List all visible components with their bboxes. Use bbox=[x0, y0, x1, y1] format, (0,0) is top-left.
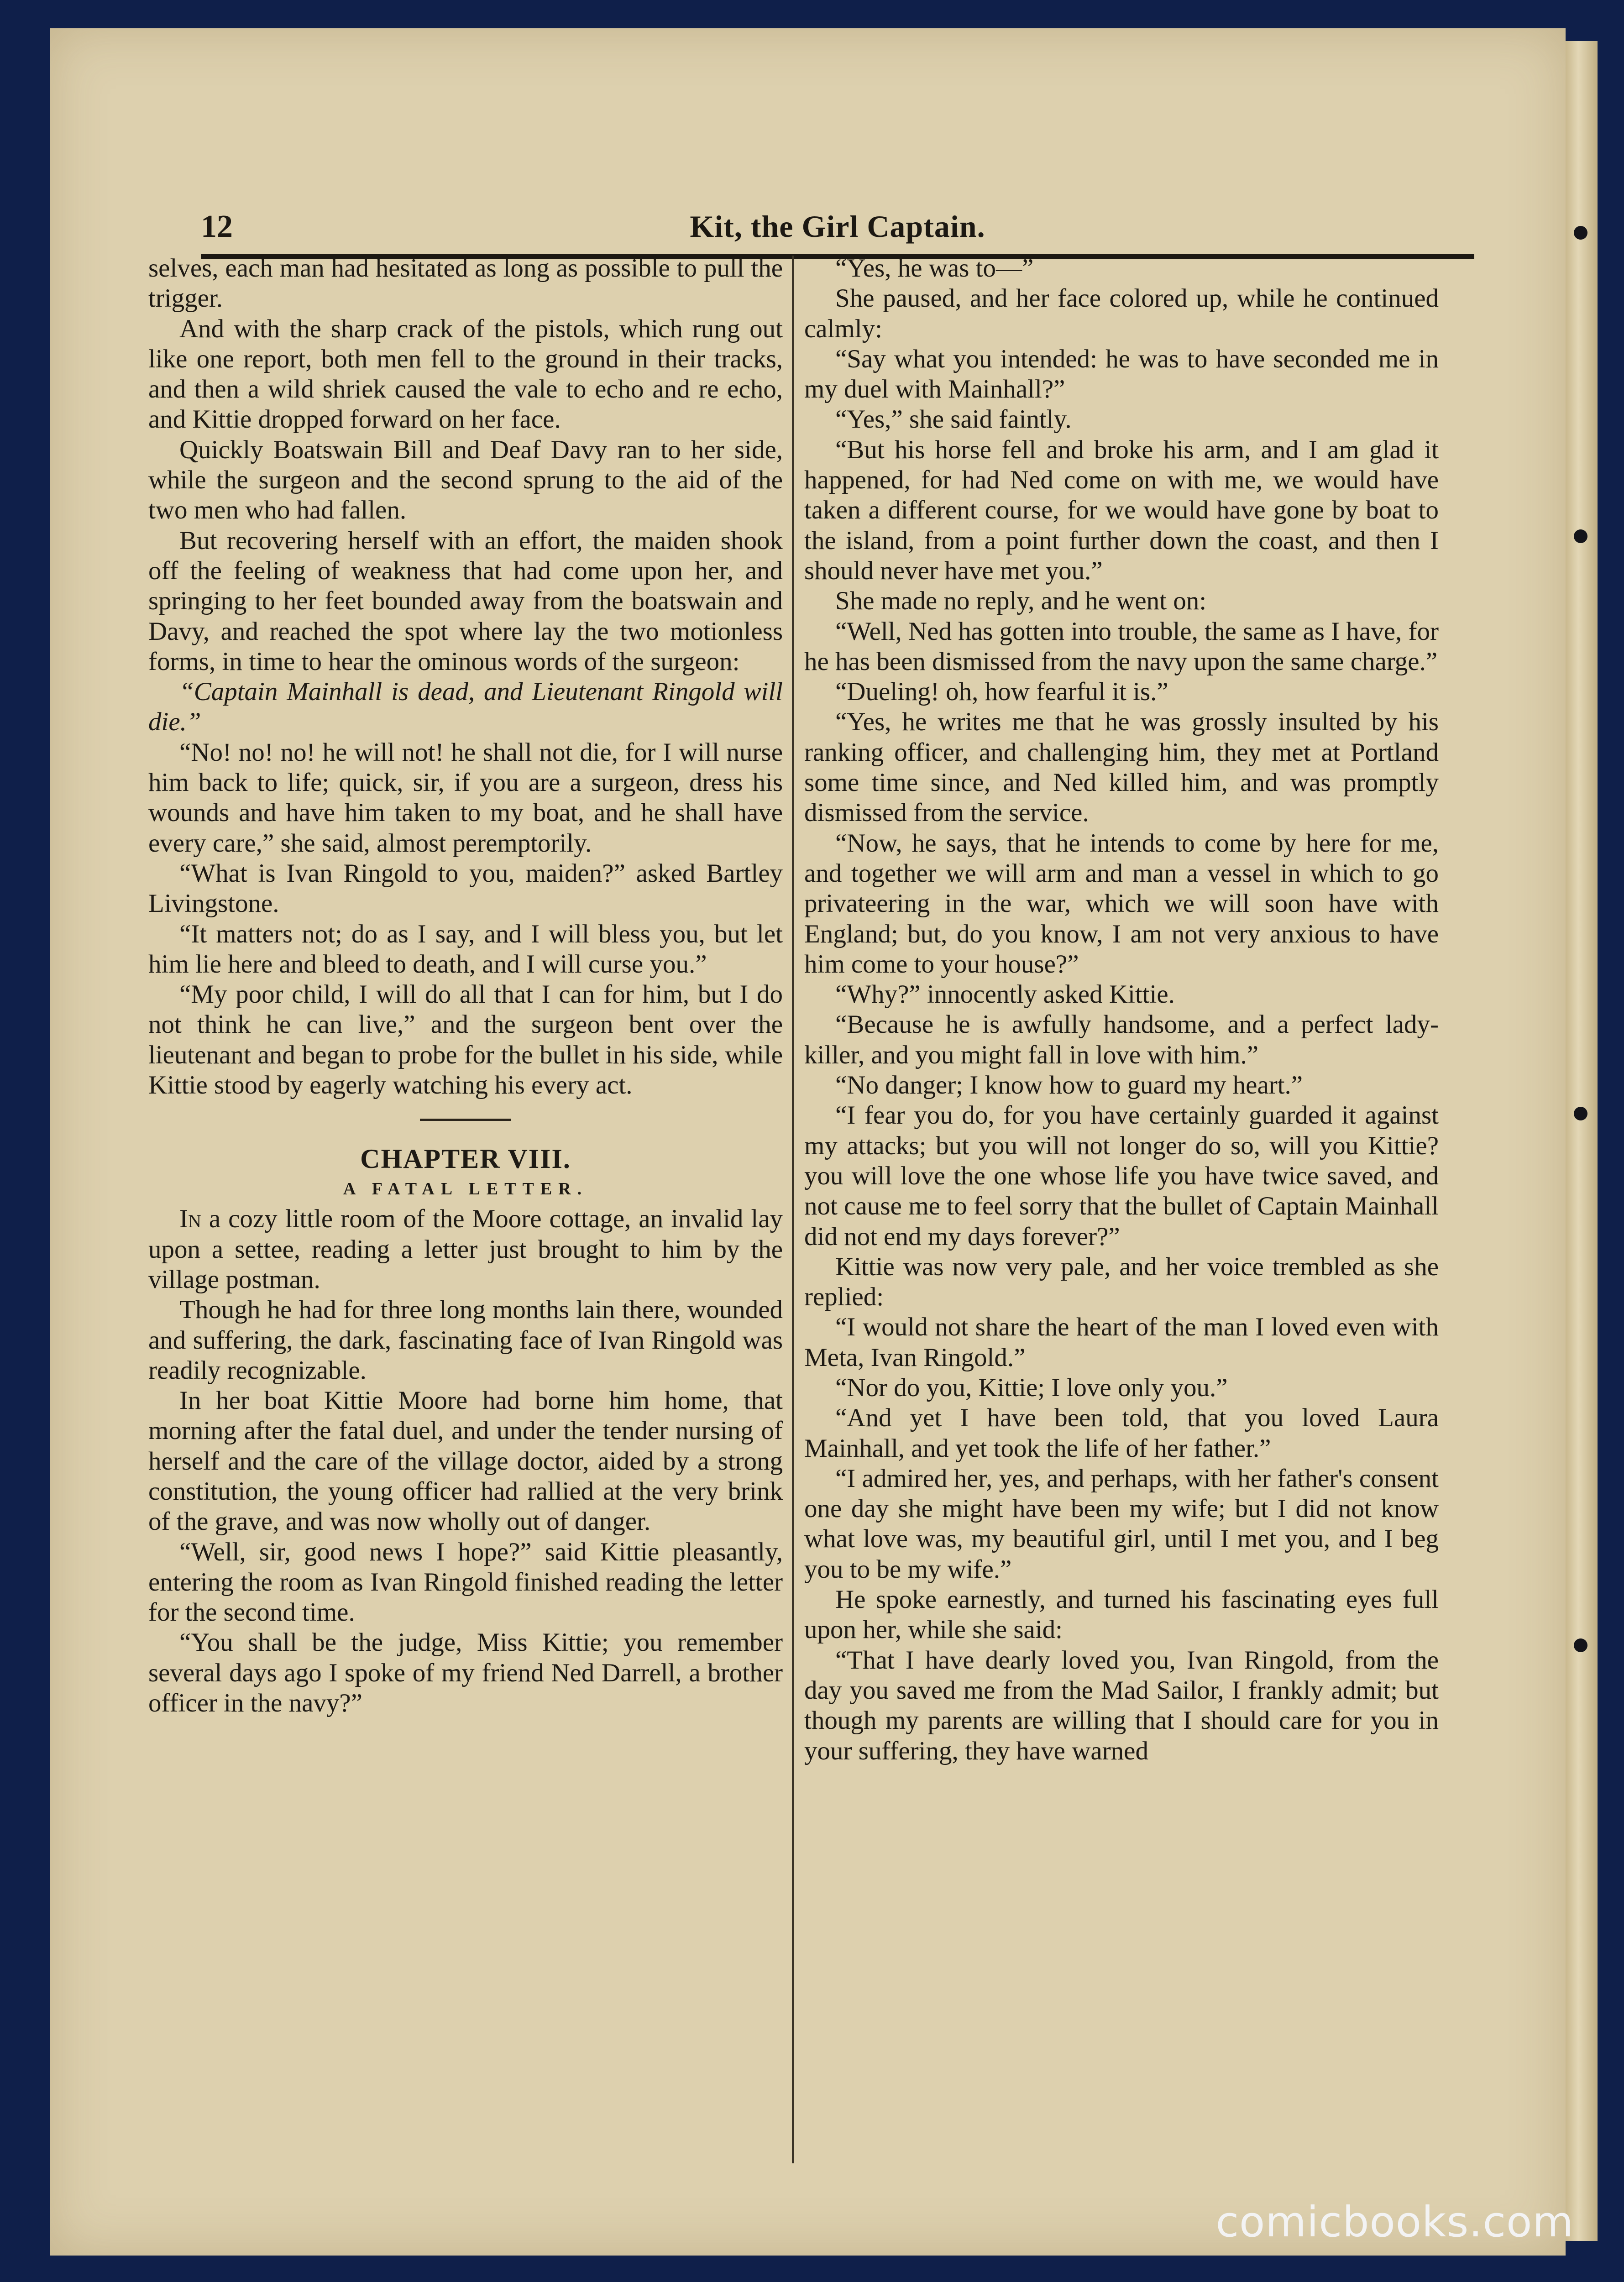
paragraph: “Say what you intended: he was to have seconded me in my duel with Mainhall?” bbox=[804, 344, 1439, 404]
stitch-hole bbox=[1574, 226, 1587, 240]
paragraph: “And yet I have been told, that you loved Laura Mainhall, and yet took the life of her father.” bbox=[804, 1403, 1439, 1463]
paragraph: She paused, and her face colored up, while he continued calmly: bbox=[804, 284, 1439, 343]
paragraph: “I admired her, yes, and perhaps, with her father's consent one day she might have been my wife; but I did not know what love was, my beautiful girl, until I met you, and I beg you to be my wife.” bbox=[804, 1464, 1439, 1584]
paragraph: Quickly Boatswain Bill and Deaf Davy ran to her side, while the surgeon and the second sprung to the aid of the two men who had fallen. bbox=[148, 435, 783, 525]
watermark: comicbooks.com bbox=[1215, 2198, 1574, 2246]
paragraph: “What is Ivan Ringold to you, maiden?” asked Bartley Livingstone. bbox=[148, 858, 783, 918]
paragraph bbox=[148, 1204, 783, 1295]
paragraph: He spoke earnestly, and turned his fascinating eyes full upon her, while she said: bbox=[804, 1585, 1439, 1644]
paragraph: Kittie was now very pale, and her voice trembled as she replied: bbox=[804, 1252, 1439, 1312]
running-title: Kit, the Girl Captain. bbox=[690, 209, 985, 244]
paragraph: “I fear you do, for you have certainly guarded it against my attacks; but you will not longer do so, will you Kittie? you will love the one whose life you have twice saved, and not cause me to feel sorry that the bullet of Captain Mainhall did not end my days forever?” bbox=[804, 1101, 1439, 1251]
paragraph: “No! no! no! he will not! he shall not die, for I will nurse him back to life; quick, sir, if you are a surgeon, dress his wounds and have him taken to my boat, and he shall have every care,” she said, almost peremptorily. bbox=[148, 738, 783, 858]
chapter-first-word: In bbox=[179, 1204, 201, 1234]
paragraph: “You shall be the judge, Miss Kittie; you remember several days ago I spoke of my friend Ned Darrell, a brother officer in the navy?” bbox=[148, 1628, 783, 1718]
paragraph: “Well, sir, good news I hope?” said Kittie pleasantly, entering the room as Ivan Ringold finished reading the letter for the second time. bbox=[148, 1537, 783, 1627]
paragraph: “I would not share the heart of the man I loved even with Meta, Ivan Ringold.” bbox=[804, 1313, 1439, 1372]
paragraph: “It matters not; do as I say, and I will bless you, but let him lie here and bleed to death, and I will curse you.” bbox=[148, 919, 783, 979]
stitch-hole bbox=[1574, 529, 1587, 543]
paragraph: She made no reply, and he went on: bbox=[835, 586, 1207, 616]
paragraph bbox=[148, 677, 783, 738]
section-divider bbox=[420, 1119, 511, 1121]
paragraph: “No danger; I know how to guard my heart.” bbox=[835, 1071, 1303, 1100]
paragraph: “Because he is awfully handsome, and a perfect lady-killer, and you might fall in love with him.” bbox=[804, 1010, 1439, 1069]
column-rule bbox=[792, 256, 794, 2163]
page-header bbox=[201, 204, 1474, 259]
paragraph: “Now, he says, that he intends to come by here for me, and together we will arm and man a vessel in which to go privateering in the war, which we will soon have with England; but, do you know, I am not very anxious to have him come to your house?” bbox=[804, 828, 1439, 979]
paragraph: “My poor child, I will do all that I can for him, but I do not think he can live,” and the surgeon bent over the lieutenant and began to probe for the bullet in his side, while Kittie stood by eagerly watching his every act. bbox=[148, 980, 783, 1100]
paragraph: “Dueling! oh, how fearful it is.” bbox=[835, 677, 1168, 707]
page-number: 12 bbox=[201, 209, 233, 244]
left-column bbox=[148, 253, 783, 1718]
paragraph: “But his horse fell and broke his arm, and I am glad it happened, for had Ned come on with me, we would have taken a different course, for we would have gone by boat to the island, from a point further down the coast, and then I should never have met you.” bbox=[804, 435, 1439, 585]
paragraph: In her boat Kittie Moore had borne him home, that morning after the fatal duel, and under the tender nursing of herself and the care of the village doctor, aided by a strong constitution, the young officer had rallied at the very brink of the grave, and was now wholly out of danger. bbox=[148, 1386, 783, 1536]
stitch-hole bbox=[1574, 1107, 1587, 1120]
chapter-first-paragraph-text: a cozy little room of the Moore cottage, an invalid lay upon a settee, reading a letter just brought to him by the village postman. bbox=[148, 1204, 783, 1294]
paragraph: But recovering herself with an effort, the maiden shook off the feeling of weakness that had come upon her, and springing to her feet bounded away from the boatswain and Davy, and reached the spot where lay the two motionless forms, in time to hear the ominous words of the surgeon: bbox=[148, 526, 783, 676]
paragraph: Though he had for three long months lain there, wounded and suffering, the dark, fascinating face of Ivan Ringold was readily recognizable. bbox=[148, 1295, 783, 1385]
right-column bbox=[804, 253, 1439, 1766]
paragraph: “Why?” innocently asked Kittie. bbox=[835, 980, 1175, 1009]
stitch-hole bbox=[1574, 1638, 1587, 1652]
chapter-subtitle: A FATAL LETTER. bbox=[343, 1179, 588, 1199]
paragraph: “Yes,” she said faintly. bbox=[835, 405, 1072, 434]
paragraph: “That I have dearly loved you, Ivan Ringold, from the day you saved me from the Mad Sailor, I frankly admit; but though my parents are willing that I should care for you in your suffering, they have warned bbox=[804, 1645, 1439, 1765]
paragraph: “Yes, he was to—” bbox=[835, 254, 1034, 283]
paragraph: selves, each man had hesitated as long as possible to pull the trigger. bbox=[148, 254, 783, 313]
paragraph: And with the sharp crack of the pistols, which rung out like one report, both men fell to the ground in their tracks, and then a wild shriek caused the vale to echo and re echo, and Kittie dropped forward on her face. bbox=[148, 314, 783, 434]
paragraph: “Yes, he writes me that he was grossly insulted by his ranking officer, and challenging him, they met at Portland some time since, and Ned killed him, and was promptly dismissed from the service. bbox=[804, 707, 1439, 827]
paragraph: “Nor do you, Kittie; I love only you.” bbox=[835, 1373, 1228, 1402]
paragraph: “Well, Ned has gotten into trouble, the same as I have, for he has been dismissed from the navy upon the same charge.” bbox=[804, 617, 1439, 676]
italic-quote: “Captain Mainhall is dead, and Lieutenant Ringold will die.” bbox=[148, 677, 783, 737]
chapter-title: CHAPTER VIII. bbox=[360, 1144, 571, 1174]
spine-edge bbox=[1566, 41, 1598, 2241]
